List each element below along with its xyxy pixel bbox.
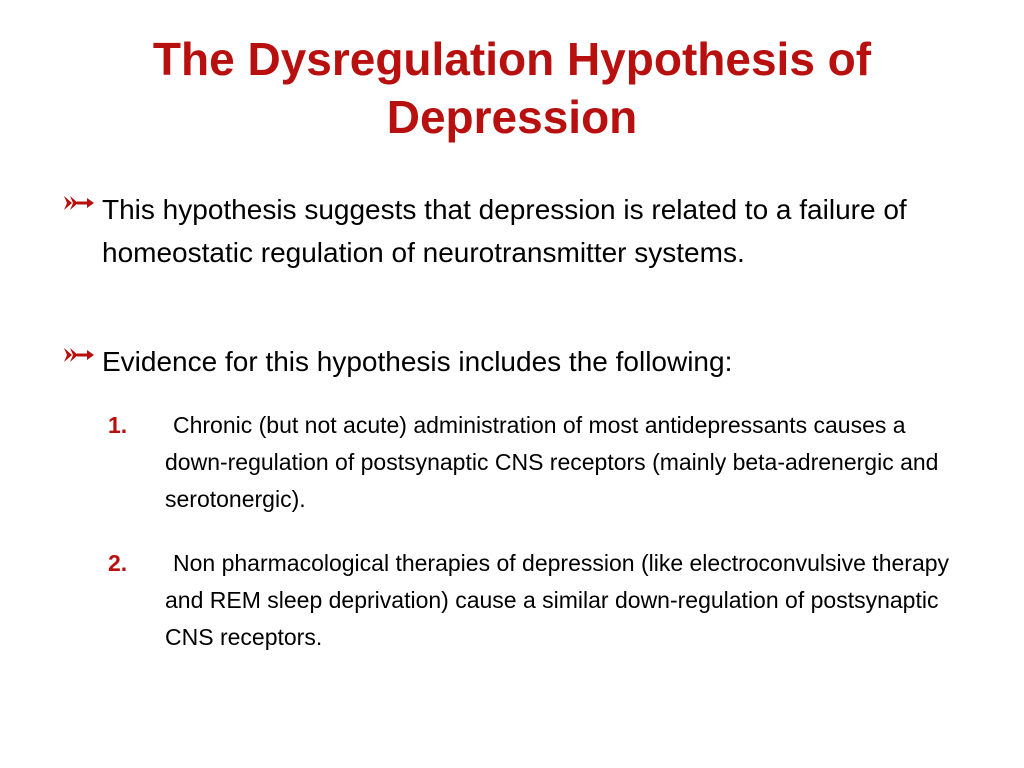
bullet-item	[62, 188, 942, 274]
bullet-text: Evidence for this hypothesis includes the following:	[102, 346, 733, 377]
arrow-bullet-icon	[62, 188, 96, 218]
arrow-bullet-icon	[62, 340, 96, 370]
slide-title: The Dysregulation Hypothesis of Depression	[152, 33, 872, 143]
numbered-text: Chronic (but not acute) administration of most antidepressants causes a down-regulation of postsynaptic CNS receptors (mainly beta-adrenergic and serotonergic).	[165, 412, 939, 512]
numbered-text: Non pharmacological therapies of depression (like electroconvulsive therapy and REM sleep deprivation) cause a similar down-regulation of postsynaptic CNS receptors.	[165, 550, 950, 650]
bullet-text: This hypothesis suggests that depression is related to a failure of homeostatic regulation of neurotransmitter systems.	[102, 194, 907, 268]
numbered-item	[108, 545, 968, 656]
numbered-item	[108, 407, 968, 518]
numbered-label: 1.	[108, 412, 128, 438]
numbered-label: 2.	[108, 550, 128, 576]
bullet-item	[62, 340, 942, 383]
